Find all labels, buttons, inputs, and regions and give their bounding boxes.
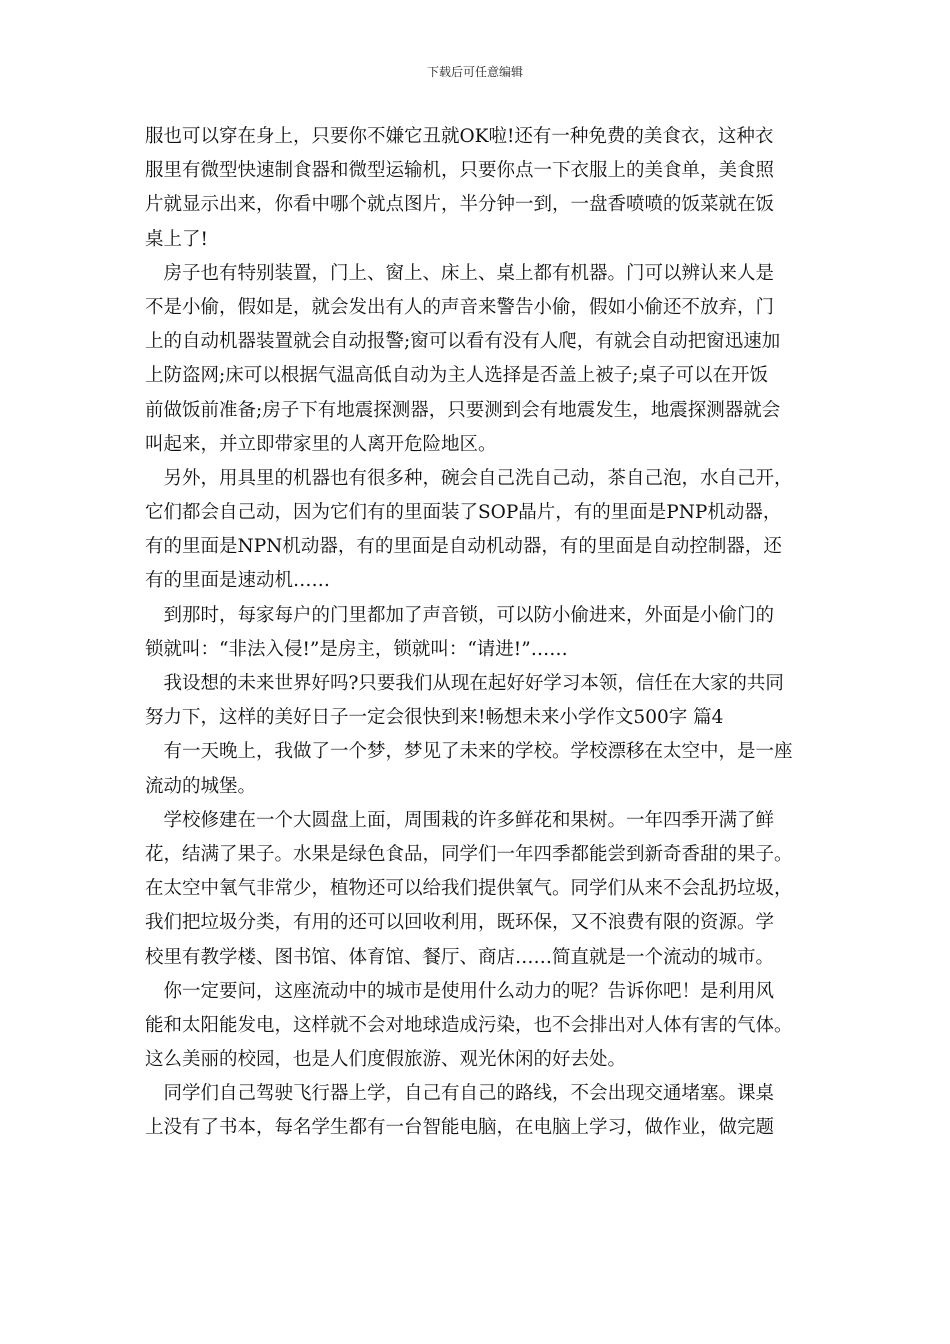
text-line: 努力下，这样的美好日子一定会很快到来!畅想未来小学作文500字 篇4 [145,707,724,729]
text-line: 到那时，每家每户的门里都加了声音锁，可以防小偷进来，外面是小偷门的 [145,604,775,626]
text-line: 我们把垃圾分类，有用的还可以回收利用，既环保，又不浪费有限的资源。学 [145,912,775,934]
page-header: 下载后可任意编辑 [426,65,523,79]
text-line: 服也可以穿在身上，只要你不嫌它丑就OK啦!还有一种免费的美食衣，这种衣 [145,126,774,147]
document-body [145,120,813,1146]
text-line: 你一定要问，这座流动中的城市是使用什么动力的呢？告诉你吧！是利用风 [145,980,775,1002]
text-line: 叫起来，并立即带家里的人离开危险地区。 [145,433,497,455]
text-line: 校里有教学楼、图书馆、体育馆、餐厅、商店……简直就是一个流动的城市。 [145,946,775,968]
text-line: 流动的城堡。 [145,775,257,797]
text-line: 有的里面是NPN机动器，有的里面是自动机动器，有的里面是自动控制器，还 [145,536,782,558]
text-line: 它们都会自己动，因为它们有的里面装了SOP晶片，有的里面是PNP机动器， [145,502,782,524]
text-line: 上没有了书本，每名学生都有一台智能电脑，在电脑上学习，做作业，做完题 [145,1117,775,1139]
text-line: 学校修建在一个大圆盘上面，周围栽的许多鲜花和果树。一年四季开满了鲜 [145,809,775,831]
text-line: 能和太阳能发电，这样就不会对地球造成污染，也不会排出对人体有害的气体。 [145,1014,793,1036]
text-line: 我设想的未来世界好吗?只要我们从现在起好好学习本领，信任在大家的共同 [145,673,784,694]
text-line: 在太空中氧气非常少，植物还可以给我们提供氧气。同学们从来不会乱扔垃圾， [145,878,793,900]
text-line: 前做饭前准备;房子下有地震探测器，只要测到会有地震发生，地震探测器就会 [145,399,781,421]
text-line: 锁就叫：“非法入侵!”是房主，锁就叫：“请进!”…… [145,638,568,660]
text-line: 有的里面是速动机…… [145,570,331,592]
text-line: 同学们自己驾驶飞行器上学，自己有自己的路线，不会出现交通堵塞。课桌 [145,1083,775,1105]
text-line: 这么美丽的校园，也是人们度假旅游、观光休闲的好去处。 [145,1049,627,1071]
text-line: 片就显示出来，你看中哪个就点图片，半分钟一到，一盘香喷喷的饭菜就在饭 [145,194,775,216]
text-line: 另外，用具里的机器也有很多种，碗会自己洗自己动，茶自己泡，水自己开， [145,467,793,489]
text-line: 房子也有特别装置，门上、窗上、床上、桌上都有机器。门可以辨认来人是 [145,262,775,284]
text-line: 桌上了! [145,228,208,250]
text-line: 服里有微型快速制食器和微型运输机，只要你点一下衣服上的美食单，美食照 [145,160,775,182]
text-line: 花，结满了果子。水果是绿色食品，同学们一年四季都能尝到新奇香甜的果子。 [145,843,793,865]
text-line: 上的自动机器装置就会自动报警;窗可以看有没有人爬，有就会自动把窗迅速加 [145,331,781,353]
text-line: 不是小偷，假如是，就会发出有人的声音来警告小偷，假如小偷还不放弃，门 [145,296,775,318]
text-line: 有一天晚上，我做了一个梦，梦见了未来的学校。学校漂移在太空中，是一座 [145,741,793,763]
text-line: 上防盗网;床可以根据气温高低自动为主人选择是否盖上被子;桌子可以在开饭 [145,365,768,387]
